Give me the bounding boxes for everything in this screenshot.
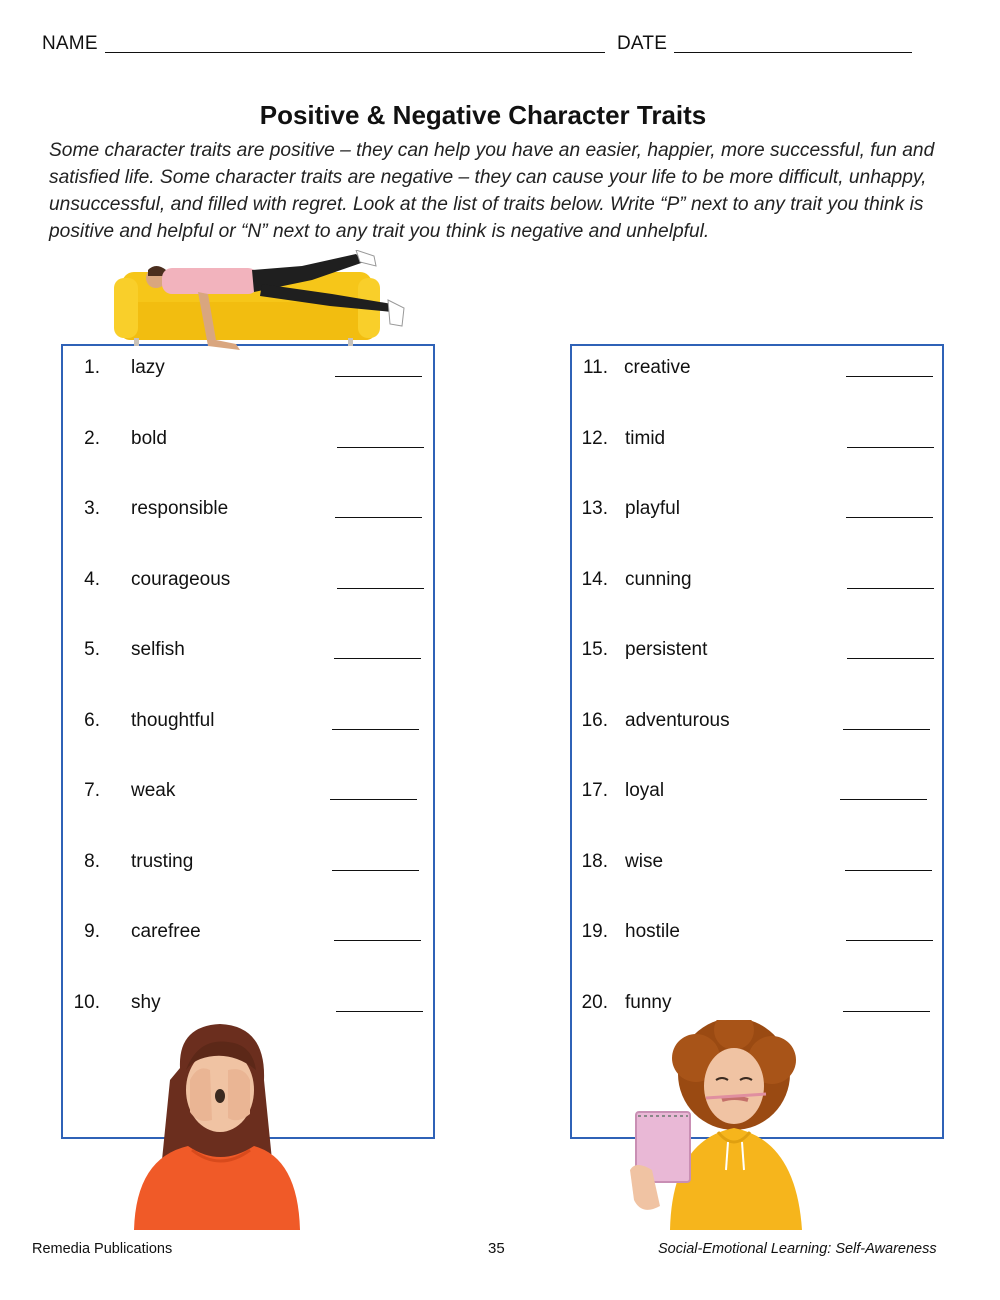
playful-girl-photo: [626, 1020, 806, 1230]
answer-blank[interactable]: [846, 376, 933, 377]
trait-number: 19.: [581, 921, 608, 942]
trait-word: courageous: [131, 569, 231, 590]
trait-number: 20.: [581, 992, 608, 1013]
answer-blank[interactable]: [846, 940, 933, 941]
trait-number: 14.: [581, 569, 608, 590]
answer-blank[interactable]: [332, 870, 419, 871]
answer-blank[interactable]: [337, 588, 424, 589]
answer-blank[interactable]: [334, 658, 421, 659]
trait-number: 13.: [581, 498, 608, 519]
trait-number: 6.: [84, 710, 100, 731]
trait-word: persistent: [625, 639, 708, 660]
name-label: NAME: [42, 33, 98, 54]
answer-blank[interactable]: [337, 447, 424, 448]
answer-blank[interactable]: [845, 870, 932, 871]
trait-number: 17.: [581, 780, 608, 801]
trait-number: 8.: [84, 851, 100, 872]
trait-word: trusting: [131, 851, 194, 872]
trait-word: carefree: [131, 921, 201, 942]
trait-word: funny: [625, 992, 672, 1013]
answer-blank[interactable]: [847, 588, 934, 589]
trait-word: loyal: [625, 780, 665, 801]
trait-number: 11.: [582, 357, 608, 378]
trait-word: responsible: [131, 498, 229, 519]
trait-word: wise: [625, 851, 664, 872]
trait-number: 7.: [84, 780, 100, 801]
answer-blank[interactable]: [330, 799, 417, 800]
trait-number: 9.: [84, 921, 100, 942]
trait-number: 15.: [581, 639, 608, 660]
trait-number: 16.: [581, 710, 608, 731]
date-label: DATE: [617, 33, 668, 54]
answer-blank[interactable]: [334, 940, 421, 941]
date-field[interactable]: [674, 52, 912, 53]
name-field[interactable]: [105, 52, 605, 53]
shy-girl-photo: [128, 1020, 302, 1230]
trait-word: playful: [625, 498, 680, 519]
trait-word: hostile: [625, 921, 680, 942]
answer-blank[interactable]: [335, 517, 422, 518]
trait-word: shy: [131, 992, 161, 1013]
answer-blank[interactable]: [840, 799, 927, 800]
trait-word: cunning: [625, 569, 692, 590]
footer-series-title: Social-Emotional Learning: Self-Awareness: [658, 1241, 937, 1257]
page-title: Positive & Negative Character Traits: [259, 100, 707, 130]
trait-word: timid: [625, 428, 666, 449]
answer-blank[interactable]: [336, 1011, 423, 1012]
answer-blank[interactable]: [335, 376, 422, 377]
man-on-couch-photo: [112, 250, 412, 356]
instructions-paragraph: Some character traits are positive – they can help you have an easier, happier, more successful, fun and satisfied life. Some character traits are negative – they can cause your life to be more difficult, unhappy, unsuccessful, and filled with regret. Look at the list of traits below. Write “P” next to any trait you think is positive and helpful or “N” next to any trait you think is negative and unhelpful.: [49, 140, 935, 242]
trait-number: 1.: [84, 357, 100, 378]
trait-word: adventurous: [625, 710, 730, 731]
trait-number: 3.: [84, 498, 100, 519]
trait-number: 18.: [581, 851, 608, 872]
trait-word: thoughtful: [131, 710, 215, 731]
answer-blank[interactable]: [847, 447, 934, 448]
answer-blank[interactable]: [332, 729, 419, 730]
trait-number: 5.: [84, 639, 100, 660]
trait-word: lazy: [131, 357, 165, 378]
page-number: 35: [488, 1240, 505, 1257]
answer-blank[interactable]: [846, 517, 933, 518]
trait-number: 2.: [84, 428, 100, 449]
trait-number: 4.: [84, 569, 100, 590]
trait-number: 12.: [581, 428, 608, 449]
answer-blank[interactable]: [843, 1011, 930, 1012]
trait-word: weak: [131, 780, 176, 801]
trait-number: 10.: [73, 992, 100, 1013]
trait-word: creative: [624, 357, 691, 378]
trait-word: bold: [131, 428, 167, 449]
trait-word: selfish: [131, 639, 185, 660]
footer-publisher: Remedia Publications: [32, 1241, 173, 1257]
answer-blank[interactable]: [843, 729, 930, 730]
answer-blank[interactable]: [847, 658, 934, 659]
